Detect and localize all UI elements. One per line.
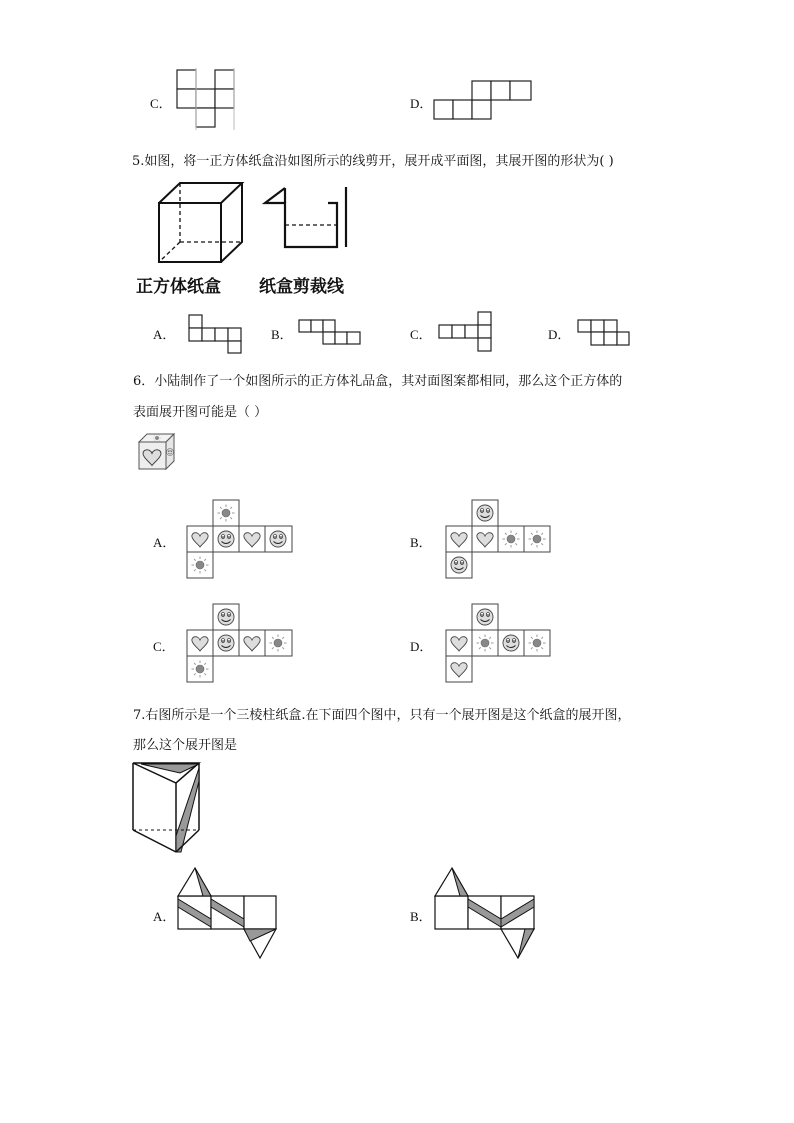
q5-caption-cube: 正方体纸盒: [136, 277, 221, 297]
q6-question-line2: 表面展开图可能是（ ）: [133, 405, 268, 420]
q5-option-b-label: B．: [271, 327, 293, 342]
q6-option-c-label: C．: [153, 639, 175, 654]
q5-option-c-label: C．: [410, 327, 432, 342]
q5-option-d-label: D．: [548, 327, 571, 342]
q6-question-line1: 6．小陆制作了一个如图所示的正方体礼品盒，其对面图案都相同，那么这个正方体的: [133, 374, 623, 389]
q7-option-b-label: B．: [410, 909, 432, 924]
q4-option-d-label: D．: [410, 96, 433, 111]
q6-option-d-label: D．: [410, 639, 433, 654]
q7-question-line1: 7.右图所示是一个三棱柱纸盒.在下面四个图中，只有一个展开图是这个纸盒的展开图，: [133, 708, 631, 723]
q5-caption-cut: 纸盒剪裁线: [259, 277, 344, 297]
q7-question-line2: 那么这个展开图是: [133, 738, 238, 753]
q6-option-b-label: B．: [410, 535, 432, 550]
q7-option-a-label: A．: [153, 909, 176, 924]
q5-option-a-label: A．: [153, 327, 176, 342]
q4-option-c-label: C．: [150, 96, 172, 111]
q6-option-a-label: A．: [153, 535, 176, 550]
q5-question: 5.如图，将一正方体纸盒沿如图所示的线剪开，展开成平面图，其展开图的形状为( ): [132, 154, 614, 169]
